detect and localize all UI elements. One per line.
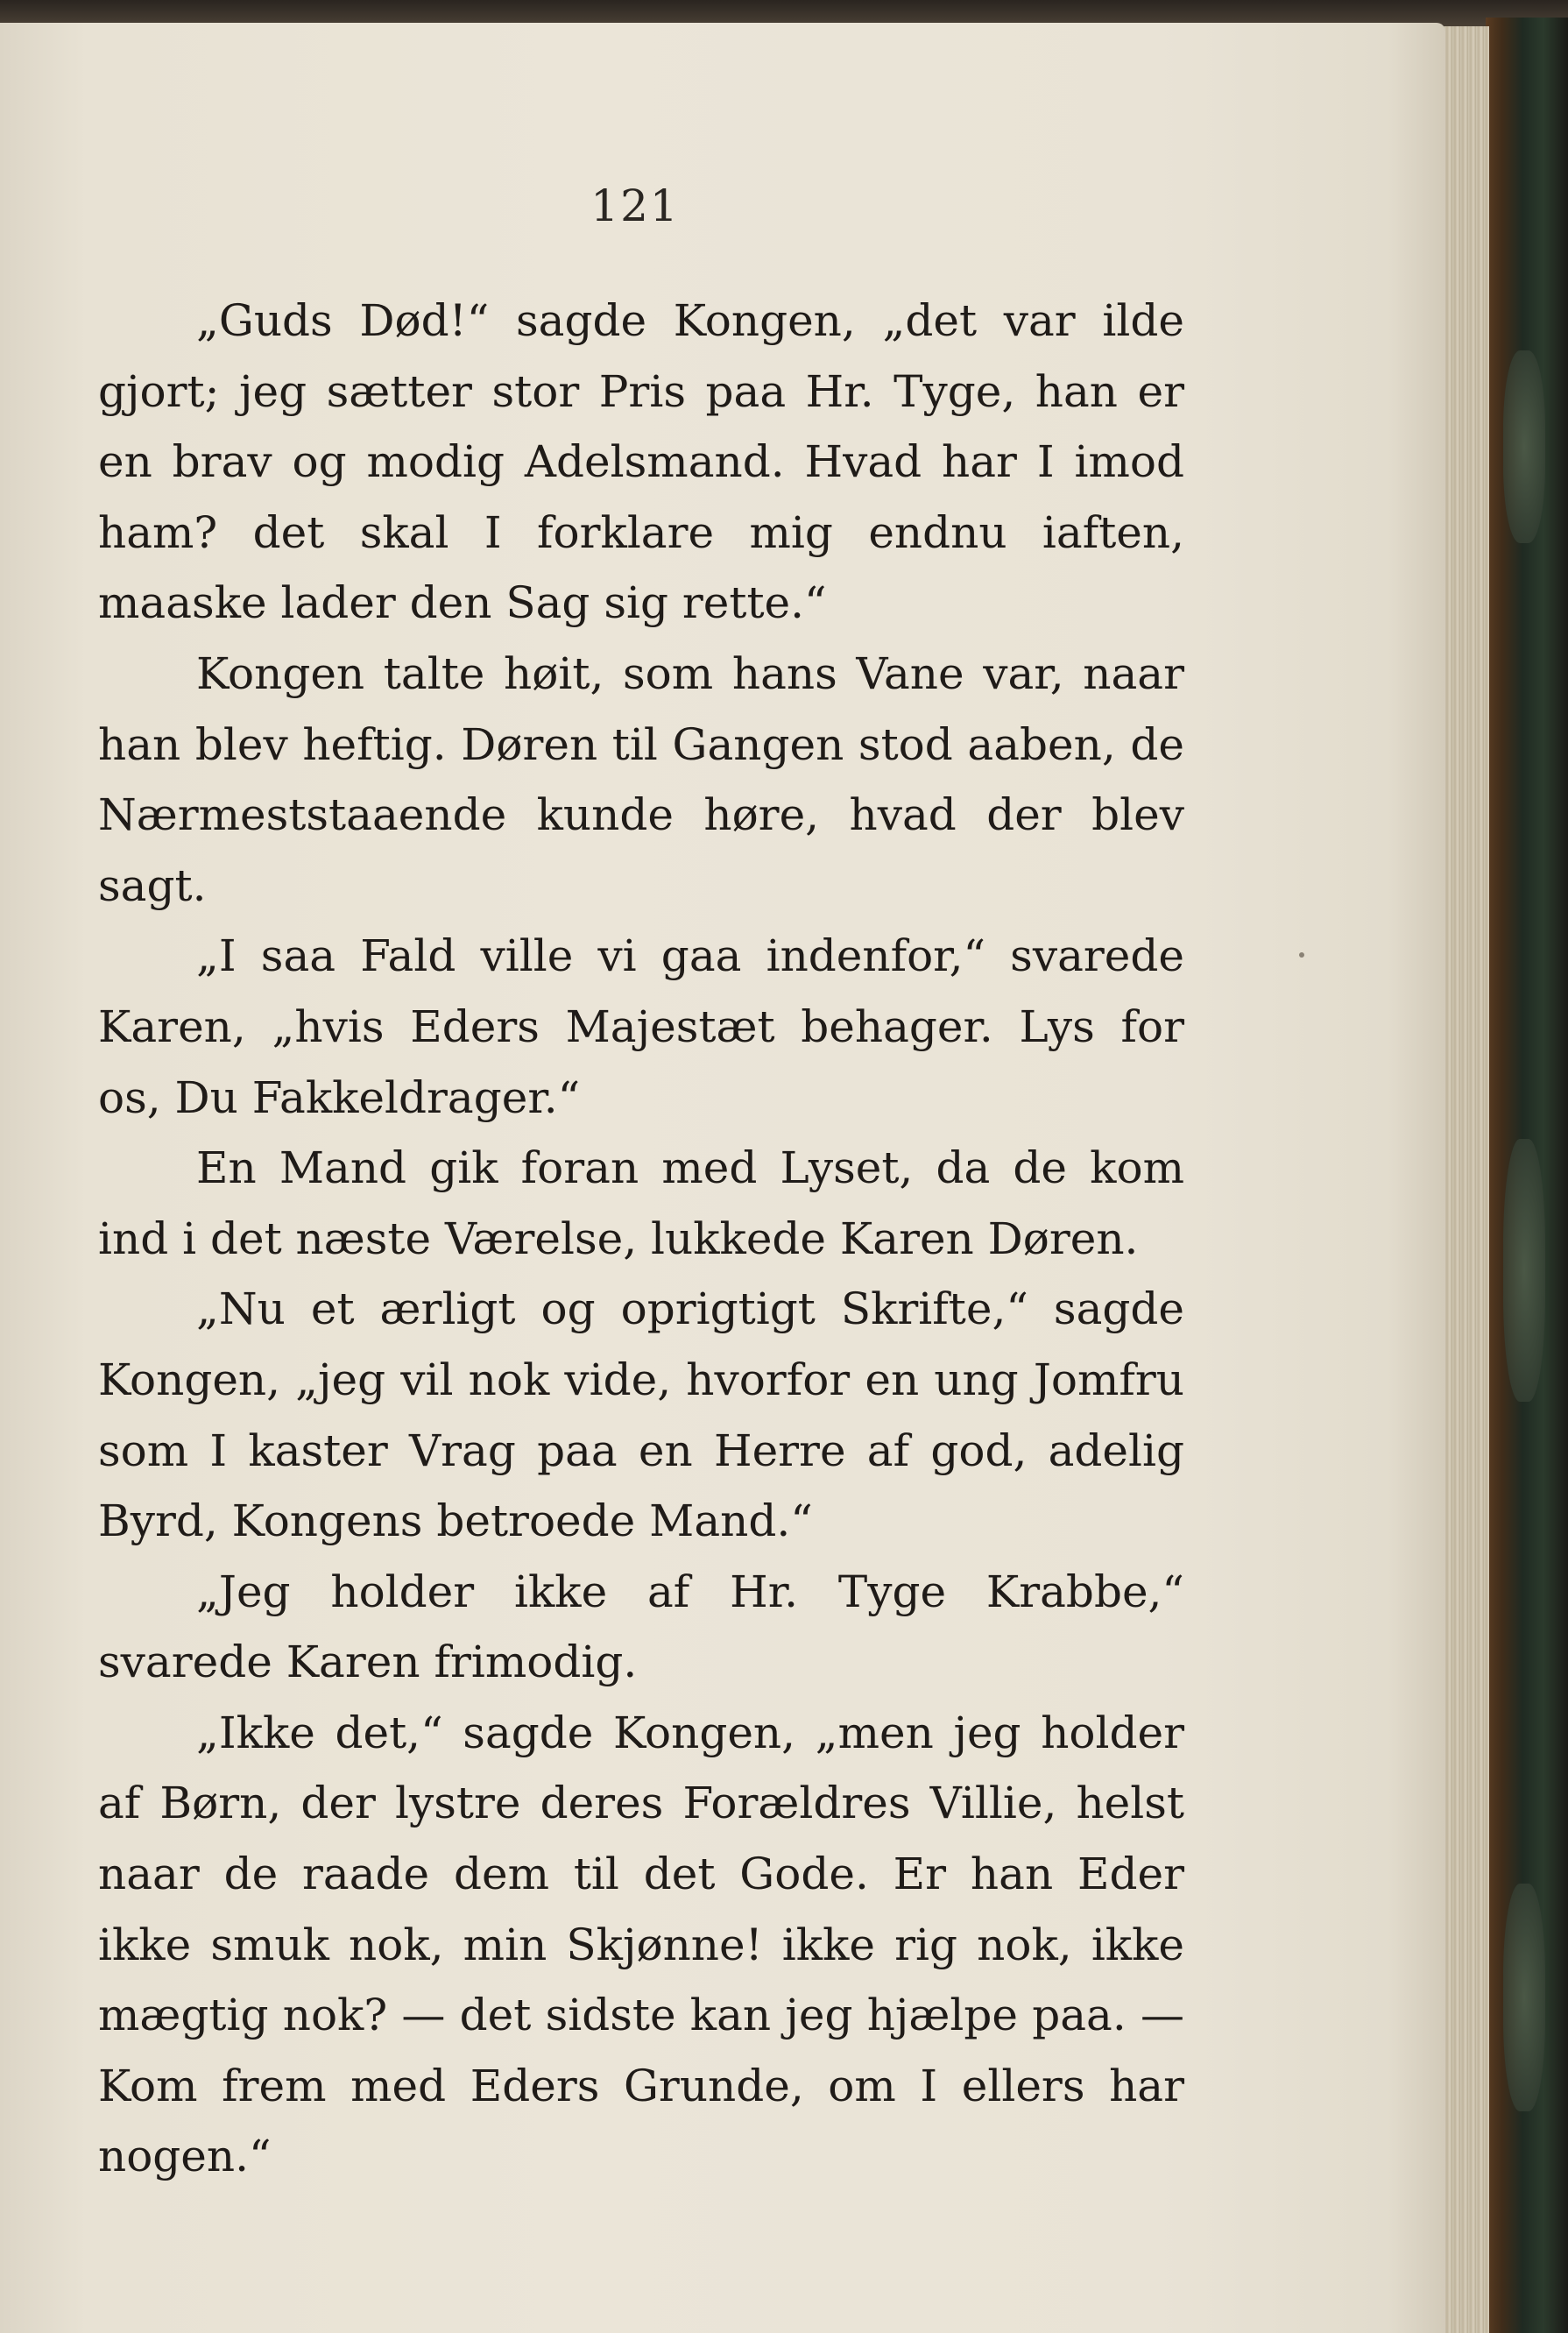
paragraph: „Jeg holder ikke af Hr. Tyge Krabbe,“ svarede Karen frimodig. [98, 1566, 1184, 1688]
page-number: 121 [590, 180, 680, 231]
paragraph: Kongen talte høit, som hans Vane var, naar han blev heftig. Døren til Gangen stod aaben, de Nærmeststaaende kunde høre, hvad der blev sagt. [98, 647, 1184, 911]
paragraph: „Ikke det,“ sagde Kongen, „men jeg holder af Børn, der lystre deres Forældres Villie, helst naar de raade dem til det Gode. Er han Eder ikke smuk nok, min Skjønne! ikke rig nok, ikke mægtig nok? — det sidste kan jeg hjælpe paa. — Kom frem med Eders Grunde, om I ellers har nogen.“ [98, 1707, 1184, 2182]
cover-marbling [1503, 350, 1545, 543]
paragraph: En Mand gik foran med Lyset, da de kom ind i det næste Værelse, lukkede Karen Døren. [98, 1142, 1184, 1264]
paragraph: „I saa Fald ville vi gaa indenfor,“ svarede Karen, „hvis Eders Majestæt behager. Lys for os, Du Fakkeldrager.“ [98, 930, 1184, 1123]
paragraph: „Guds Død!“ sagde Kongen, „det var ilde gjort; jeg sætter stor Pris paa Hr. Tyge, han er en brav og modig Adelsmand. Hvad har I imod ham? det skal I forklare mig endnu iaften, maaske lader den Sag sig rette.“ [98, 295, 1184, 629]
paragraph: „Nu et ærligt og oprigtigt Skrifte,“ sagde Kongen, „jeg vil nok vide, hvorfor en ung Jomfru som I kaster Vrag paa en Herre af god, adelig Byrd, Kongens betroede Mand.“ [98, 1283, 1184, 1547]
cover-marbling [1503, 1884, 1545, 2111]
cover-marbling [1503, 1139, 1545, 1402]
body-text [98, 286, 1184, 2192]
paper-speck [1299, 952, 1304, 958]
book-page [0, 23, 1445, 2333]
